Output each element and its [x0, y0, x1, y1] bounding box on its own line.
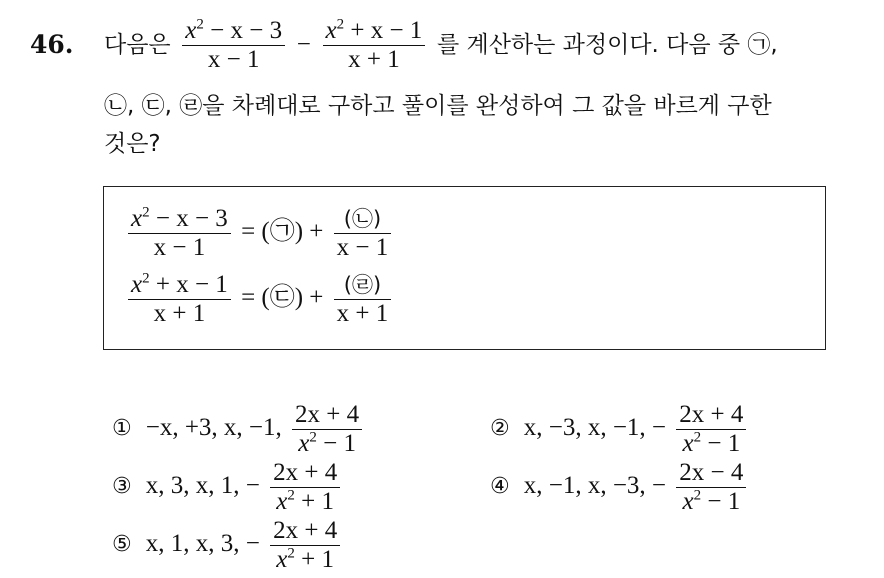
eq1-den: x − 1 [128, 233, 231, 261]
eq2-rhs-den: x + 1 [334, 299, 392, 327]
frac2-den: x + 1 [323, 45, 426, 73]
choice-5-den-var: x [276, 546, 288, 573]
choice-1-num: 2x + 4 [295, 401, 360, 428]
choice-3-den-var: x [276, 488, 288, 515]
choice-4-marker: ④ [490, 474, 510, 500]
choice-2-den-rest: − 1 [701, 430, 741, 457]
choice-4-num: 2x − 4 [679, 459, 744, 486]
eq2-rhs-term: = (㉢) + [241, 284, 324, 312]
question-line-2: ㉡, ㉢, ㉣을 차례대로 구하고 풀이를 완성하여 그 값을 바르게 구한 [104, 93, 772, 119]
choice-5-num: 2x + 4 [273, 517, 338, 544]
eq1-num-exp: 2 [142, 204, 150, 221]
question-fraction-2 [323, 18, 426, 73]
frac1-num-rest: − x − 3 [203, 17, 283, 44]
choice-1-den-exp: 2 [309, 429, 317, 446]
choice-1-marker: ① [112, 416, 132, 442]
frac1-den: x − 1 [182, 45, 285, 73]
question-line-3: 것은? [104, 131, 161, 157]
choice-4-den-exp: 2 [693, 487, 702, 504]
eq2-lhs-fraction [128, 272, 231, 327]
question-intro: 다음은 [104, 32, 171, 58]
eq1-rhs-fraction [334, 206, 392, 261]
choice-5[interactable] [112, 518, 344, 573]
choice-2[interactable] [490, 402, 750, 457]
choice-1-fraction [292, 402, 362, 457]
choice-2-prefix: x, −3, x, −1, − [523, 414, 667, 442]
box-equation-2 [124, 272, 395, 327]
choice-5-marker: ⑤ [112, 532, 132, 558]
frac2-num-exp: 2 [336, 16, 345, 33]
choice-3-den-rest: + 1 [294, 488, 334, 515]
choice-3-marker: ③ [112, 474, 132, 500]
frac1-num-var: x [185, 17, 197, 44]
question-line-1 [104, 18, 778, 73]
choice-4-fraction [676, 460, 746, 515]
choice-5-prefix: x, 1, x, 3, − [145, 530, 260, 558]
question-number: 46. [30, 30, 74, 59]
choice-3-fraction [270, 460, 340, 515]
choice-2-num: 2x + 4 [679, 401, 744, 428]
choice-3-num: 2x + 4 [273, 459, 338, 486]
choice-1[interactable] [112, 402, 366, 457]
eq2-num-var: x [131, 271, 143, 298]
eq1-lhs-fraction [128, 206, 231, 261]
eq1-num-var: x [131, 205, 143, 232]
choice-5-fraction [270, 518, 340, 573]
choice-1-den-var: x [298, 430, 310, 457]
choice-4-prefix: x, −1, x, −3, − [523, 472, 667, 500]
choice-3-prefix: x, 3, x, 1, − [145, 472, 260, 500]
choice-2-fraction [676, 402, 746, 457]
frac2-num-var: x [325, 17, 337, 44]
box-equation-1 [124, 206, 395, 261]
choice-2-den-exp: 2 [693, 429, 702, 446]
eq2-den: x + 1 [128, 299, 231, 327]
eq1-rhs-num: (㉡) [343, 207, 382, 231]
choice-4-den-var: x [682, 488, 694, 515]
eq2-rhs-fraction [334, 272, 392, 327]
eq1-num-rest: − x − 3 [149, 205, 228, 232]
choice-5-den-rest: + 1 [294, 546, 334, 573]
question-line1-tail: 를 계산하는 과정이다. 다음 중 ㉠, [436, 32, 778, 58]
choice-5-den-exp: 2 [287, 545, 295, 562]
choice-1-prefix: −x, +3, x, −1, [145, 414, 282, 442]
frac1-num-exp: 2 [196, 16, 204, 33]
choice-4[interactable] [490, 460, 750, 515]
question-minus: − [296, 31, 311, 58]
eq1-rhs-term: = (㉠) + [241, 218, 324, 246]
choice-1-den-rest: − 1 [316, 430, 356, 457]
choice-3[interactable] [112, 460, 344, 515]
eq2-num-rest: + x − 1 [149, 271, 228, 298]
choice-2-marker: ② [490, 416, 510, 442]
choice-3-den-exp: 2 [287, 487, 295, 504]
choice-2-den-var: x [682, 430, 694, 457]
question-fraction-1 [182, 18, 285, 73]
eq1-rhs-den: x − 1 [334, 233, 392, 261]
eq2-num-exp: 2 [142, 270, 150, 287]
eq2-rhs-num: (㉣) [343, 273, 382, 297]
frac2-num-rest: + x − 1 [344, 17, 423, 44]
choice-4-den-rest: − 1 [701, 488, 741, 515]
